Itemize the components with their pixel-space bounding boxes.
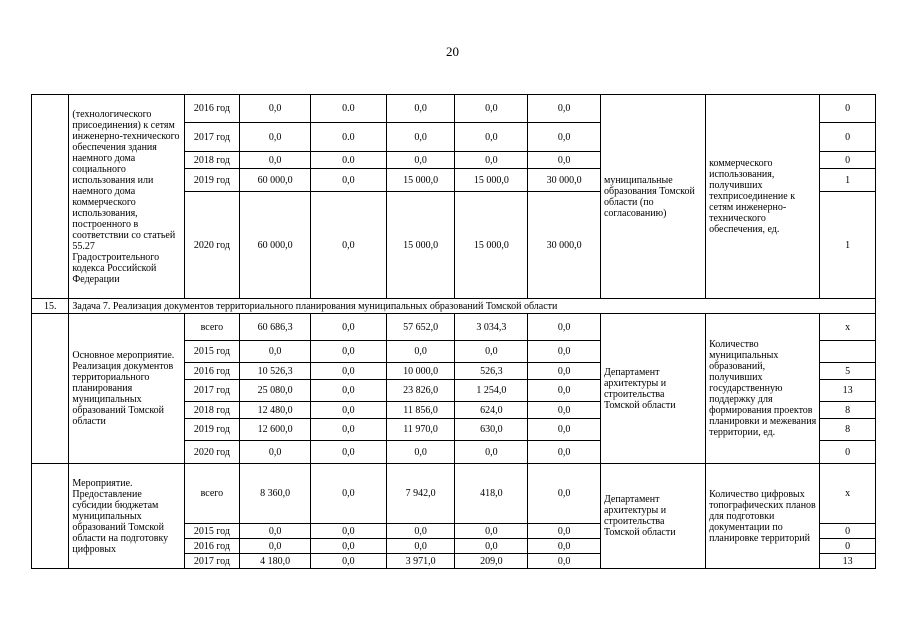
indicator-value-cell: х (820, 314, 876, 341)
amount-cell: 0,0 (310, 441, 386, 464)
amount-cell: 0,0 (528, 524, 601, 539)
row-number-cell (32, 314, 69, 464)
year-cell: 2015 год (184, 524, 240, 539)
year-cell: 2020 год (184, 192, 240, 299)
amount-cell: 0,0 (310, 341, 386, 363)
amount-cell: 10 000,0 (386, 363, 455, 380)
year-cell: 2017 год (184, 380, 240, 402)
indicator-value-cell: 0 (820, 95, 876, 123)
amount-cell: 11 970,0 (386, 419, 455, 441)
amount-cell: 0,0 (528, 363, 601, 380)
table-row (32, 95, 876, 123)
measure-description: Мероприятие. Предоставление субсидии бюджетам муниципальных образований Томской области на подготовку цифровых (69, 464, 184, 569)
total-cell: 60 000,0 (240, 192, 311, 299)
indicator-value-cell: 13 (820, 380, 876, 402)
total-cell: 8 360,0 (240, 464, 311, 524)
amount-cell: 0,0 (310, 554, 386, 569)
amount-cell: 0,0 (386, 524, 455, 539)
task-number: 15. (32, 299, 69, 314)
page-number: 20 (446, 44, 459, 59)
indicator-value-cell: 5 (820, 363, 876, 380)
amount-cell: 630,0 (455, 419, 528, 441)
total-cell: 0,0 (240, 341, 311, 363)
amount-cell: 15 000,0 (455, 192, 528, 299)
amount-cell: 57 652,0 (386, 314, 455, 341)
row-number-cell (32, 95, 69, 299)
amount-cell: 0,0 (528, 419, 601, 441)
amount-cell: 3 034,3 (455, 314, 528, 341)
amount-cell: 23 826,0 (386, 380, 455, 402)
indicator-cell: коммерческого использования, получивших техприсоединение к сетям инженерно-технического обеспечения, ед. (706, 95, 820, 299)
amount-cell: 0,0 (310, 524, 386, 539)
year-cell: всего (184, 314, 240, 341)
amount-cell: 0,0 (455, 524, 528, 539)
amount-cell: 0,0 (310, 363, 386, 380)
total-cell: 60 000,0 (240, 169, 311, 192)
amount-cell: 30 000,0 (528, 192, 601, 299)
amount-cell: 0,0 (528, 380, 601, 402)
amount-cell: 0,0 (455, 539, 528, 554)
amount-cell: 0,0 (528, 341, 601, 363)
amount-cell: 7 942,0 (386, 464, 455, 524)
program-table (31, 94, 876, 569)
measure-description: Основное мероприятие. Реализация документов территориального планирования муниципальных образований Томской области (69, 314, 184, 464)
indicator-value-cell (820, 341, 876, 363)
amount-cell: 0,0 (528, 464, 601, 524)
total-cell: 0,0 (240, 152, 311, 169)
amount-cell: 0,0 (310, 314, 386, 341)
indicator-value-cell: 13 (820, 554, 876, 569)
amount-cell: 3 971,0 (386, 554, 455, 569)
indicator-value-cell: 1 (820, 192, 876, 299)
amount-cell: 209,0 (455, 554, 528, 569)
total-cell: 10 526,3 (240, 363, 311, 380)
amount-cell: 0,0 (528, 554, 601, 569)
task-row (32, 299, 876, 314)
amount-cell: 15 000,0 (455, 169, 528, 192)
year-cell: 2016 год (184, 363, 240, 380)
amount-cell: 0,0 (386, 95, 455, 123)
executor-cell: Департамент архитектуры и строительства Томской области (600, 464, 705, 569)
amount-cell: 0,0 (455, 152, 528, 169)
indicator-value-cell: 8 (820, 419, 876, 441)
year-cell: всего (184, 464, 240, 524)
amount-cell: 0,0 (528, 314, 601, 341)
year-cell: 2017 год (184, 123, 240, 152)
indicator-value-cell: 0 (820, 152, 876, 169)
row-number-cell (32, 464, 69, 569)
amount-cell: 0,0 (455, 95, 528, 123)
total-cell: 0,0 (240, 123, 311, 152)
indicator-value-cell: 1 (820, 169, 876, 192)
indicator-value-cell: 0 (820, 524, 876, 539)
amount-cell: 0,0 (528, 402, 601, 419)
total-cell: 60 686,3 (240, 314, 311, 341)
year-cell: 2017 год (184, 554, 240, 569)
amount-cell: 0,0 (310, 169, 386, 192)
total-cell: 4 180,0 (240, 554, 311, 569)
year-cell: 2016 год (184, 539, 240, 554)
total-cell: 25 080,0 (240, 380, 311, 402)
task-title: Задача 7. Реализация документов территориального планирования муниципальных образований Томской области (69, 299, 876, 314)
amount-cell: 0,0 (310, 380, 386, 402)
amount-cell: 0,0 (455, 341, 528, 363)
table-row (32, 464, 876, 524)
amount-cell: 0.0 (310, 95, 386, 123)
total-cell: 12 600,0 (240, 419, 311, 441)
year-cell: 2020 год (184, 441, 240, 464)
amount-cell: 526,3 (455, 363, 528, 380)
executor-cell: муниципальные образования Томской области (по согласованию) (600, 95, 705, 299)
amount-cell: 0,0 (528, 539, 601, 554)
indicator-value-cell: 0 (820, 441, 876, 464)
amount-cell: 0,0 (310, 402, 386, 419)
amount-cell: 0,0 (386, 152, 455, 169)
indicator-value-cell: 0 (820, 123, 876, 152)
total-cell: 0,0 (240, 95, 311, 123)
amount-cell: 0,0 (455, 123, 528, 152)
total-cell: 12 480,0 (240, 402, 311, 419)
amount-cell: 11 856,0 (386, 402, 455, 419)
amount-cell: 30 000,0 (528, 169, 601, 192)
total-cell: 0,0 (240, 441, 311, 464)
amount-cell: 1 254,0 (455, 380, 528, 402)
year-cell: 2018 год (184, 152, 240, 169)
year-cell: 2019 год (184, 169, 240, 192)
amount-cell: 0,0 (386, 341, 455, 363)
amount-cell: 0,0 (386, 539, 455, 554)
amount-cell: 0,0 (386, 441, 455, 464)
amount-cell: 0,0 (310, 539, 386, 554)
amount-cell: 624,0 (455, 402, 528, 419)
measure-description: (технологического присоединения) к сетям инженерно-технического обеспечения здания наемного дома социального использования или наемного дома коммерческого использования, построенного в соответствии со статьей 55.27 Градостроительного кодекса Российской Федерации (69, 95, 184, 299)
amount-cell: 0,0 (528, 152, 601, 169)
year-cell: 2015 год (184, 341, 240, 363)
year-cell: 2019 год (184, 419, 240, 441)
year-cell: 2018 год (184, 402, 240, 419)
amount-cell: 0,0 (528, 95, 601, 123)
amount-cell: 418,0 (455, 464, 528, 524)
amount-cell: 0.0 (310, 152, 386, 169)
indicator-value-cell: 0 (820, 539, 876, 554)
table-row (32, 314, 876, 341)
indicator-value-cell: х (820, 464, 876, 524)
executor-cell: Департамент архитектуры и строительства Томской области (600, 314, 705, 464)
amount-cell: 0.0 (310, 123, 386, 152)
amount-cell: 0,0 (310, 464, 386, 524)
amount-cell: 0,0 (310, 419, 386, 441)
amount-cell: 0,0 (528, 123, 601, 152)
indicator-value-cell: 8 (820, 402, 876, 419)
indicator-cell: Количество муниципальных образований, получивших государственную поддержку для формирования проектов планировки и межевания территории, ед. (706, 314, 820, 464)
total-cell: 0,0 (240, 524, 311, 539)
amount-cell: 15 000,0 (386, 169, 455, 192)
amount-cell: 0,0 (310, 192, 386, 299)
amount-cell: 15 000,0 (386, 192, 455, 299)
year-cell: 2016 год (184, 95, 240, 123)
amount-cell: 0,0 (386, 123, 455, 152)
amount-cell: 0,0 (528, 441, 601, 464)
indicator-cell: Количество цифровых топографических планов для подготовки документации по планировке территорий (706, 464, 820, 569)
total-cell: 0,0 (240, 539, 311, 554)
amount-cell: 0,0 (455, 441, 528, 464)
